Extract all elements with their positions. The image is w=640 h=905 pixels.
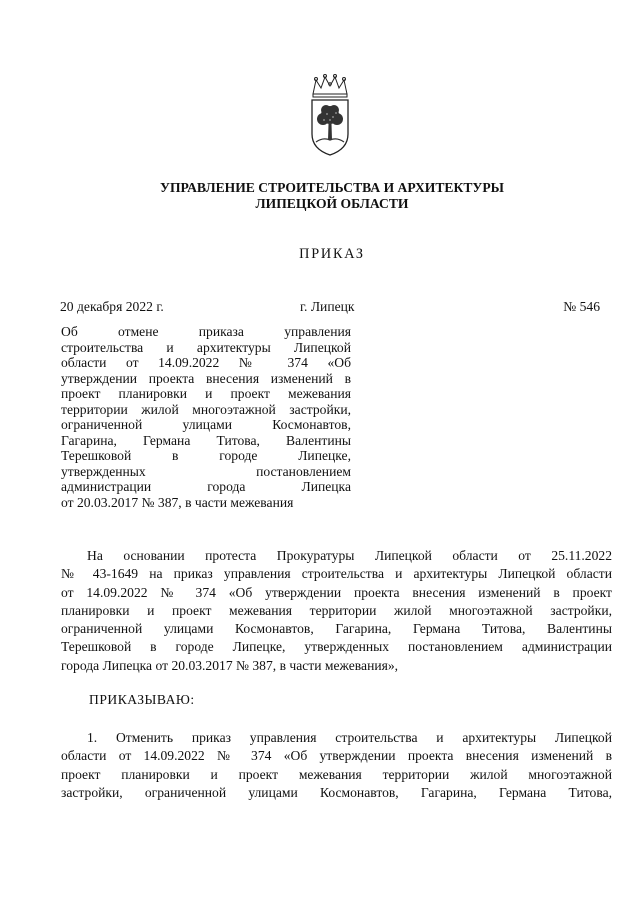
subject-line: проект планировки и проект межевания	[61, 386, 351, 401]
document-subject	[61, 324, 351, 510]
subject-line: от 20.03.2017 № 387, в части межевания	[61, 494, 294, 510]
org-line-1: УПРАВЛЕНИЕ СТРОИТЕЛЬСТВА И АРХИТЕКТУРЫ	[159, 180, 505, 195]
item-line: области от 14.09.2022 № 374 «Об утверждении проекта внесения изменений в	[61, 748, 612, 764]
subject-line: утвержденных постановлением	[61, 463, 351, 479]
organization-name	[0, 180, 640, 212]
subject-line: утверждении проекта внесения изменений в	[61, 370, 351, 386]
item-line: застройки, ограниченной улицами Космонавтов, Гагарина, Германа Титова,	[61, 784, 612, 800]
basis-line: планировки и проект межевания территории жилой многоэтажной застройки,	[61, 602, 612, 618]
basis-line: № 43-1649 на приказ управления строительства и архитектуры Липецкой области	[61, 566, 612, 582]
subject-line: Терешковой в городе Липецке,	[61, 448, 351, 463]
subject-line: области от 14.09.2022 № 374 «Об	[61, 355, 351, 370]
document-type: ПРИКАЗ	[299, 246, 365, 262]
document-number: № 546	[563, 299, 600, 314]
subject-line: Гагарина, Германа Титова, Валентины	[61, 432, 351, 448]
item-line: 1. Отменить приказ управления строительства и архитектуры Липецкой	[87, 730, 612, 745]
subject-line: строительства и архитектуры Липецкой	[61, 339, 351, 355]
basis-line: Терешковой в городе Липецке, утвержденных постановлением администрации	[61, 639, 612, 655]
basis-line: На основании протеста Прокуратуры Липецкой области от 25.11.2022	[87, 548, 612, 563]
basis-line: от 14.09.2022 № 374 «Об утверждении проекта внесения изменений в проект	[61, 584, 612, 600]
subject-line: Об отмене приказа управления	[61, 324, 351, 339]
order-heading: ПРИКАЗЫВАЮ:	[89, 692, 195, 707]
basis-paragraph	[61, 547, 612, 675]
basis-line: города Липецка от 20.03.2017 № 387, в части межевания»,	[61, 657, 399, 673]
order-item-1	[61, 729, 612, 802]
document-city: г. Липецк	[300, 299, 355, 314]
subject-line: ограниченной улицами Космонавтов,	[61, 417, 351, 432]
document-date: 20 декабря 2022 г.	[60, 299, 164, 314]
item-line: проект планировки и проект межевания территории жилой многоэтажной	[61, 766, 612, 782]
subject-line: администрации города Липецка	[61, 479, 351, 494]
subject-line: территории жилой многоэтажной застройки,	[61, 401, 351, 417]
org-line-2: ЛИПЕЦКОЙ ОБЛАСТИ	[255, 196, 409, 211]
basis-line: ограниченной улицами Космонавтов, Гагарина, Германа Титова, Валентины	[61, 621, 612, 637]
coat-of-arms-icon	[307, 74, 353, 158]
